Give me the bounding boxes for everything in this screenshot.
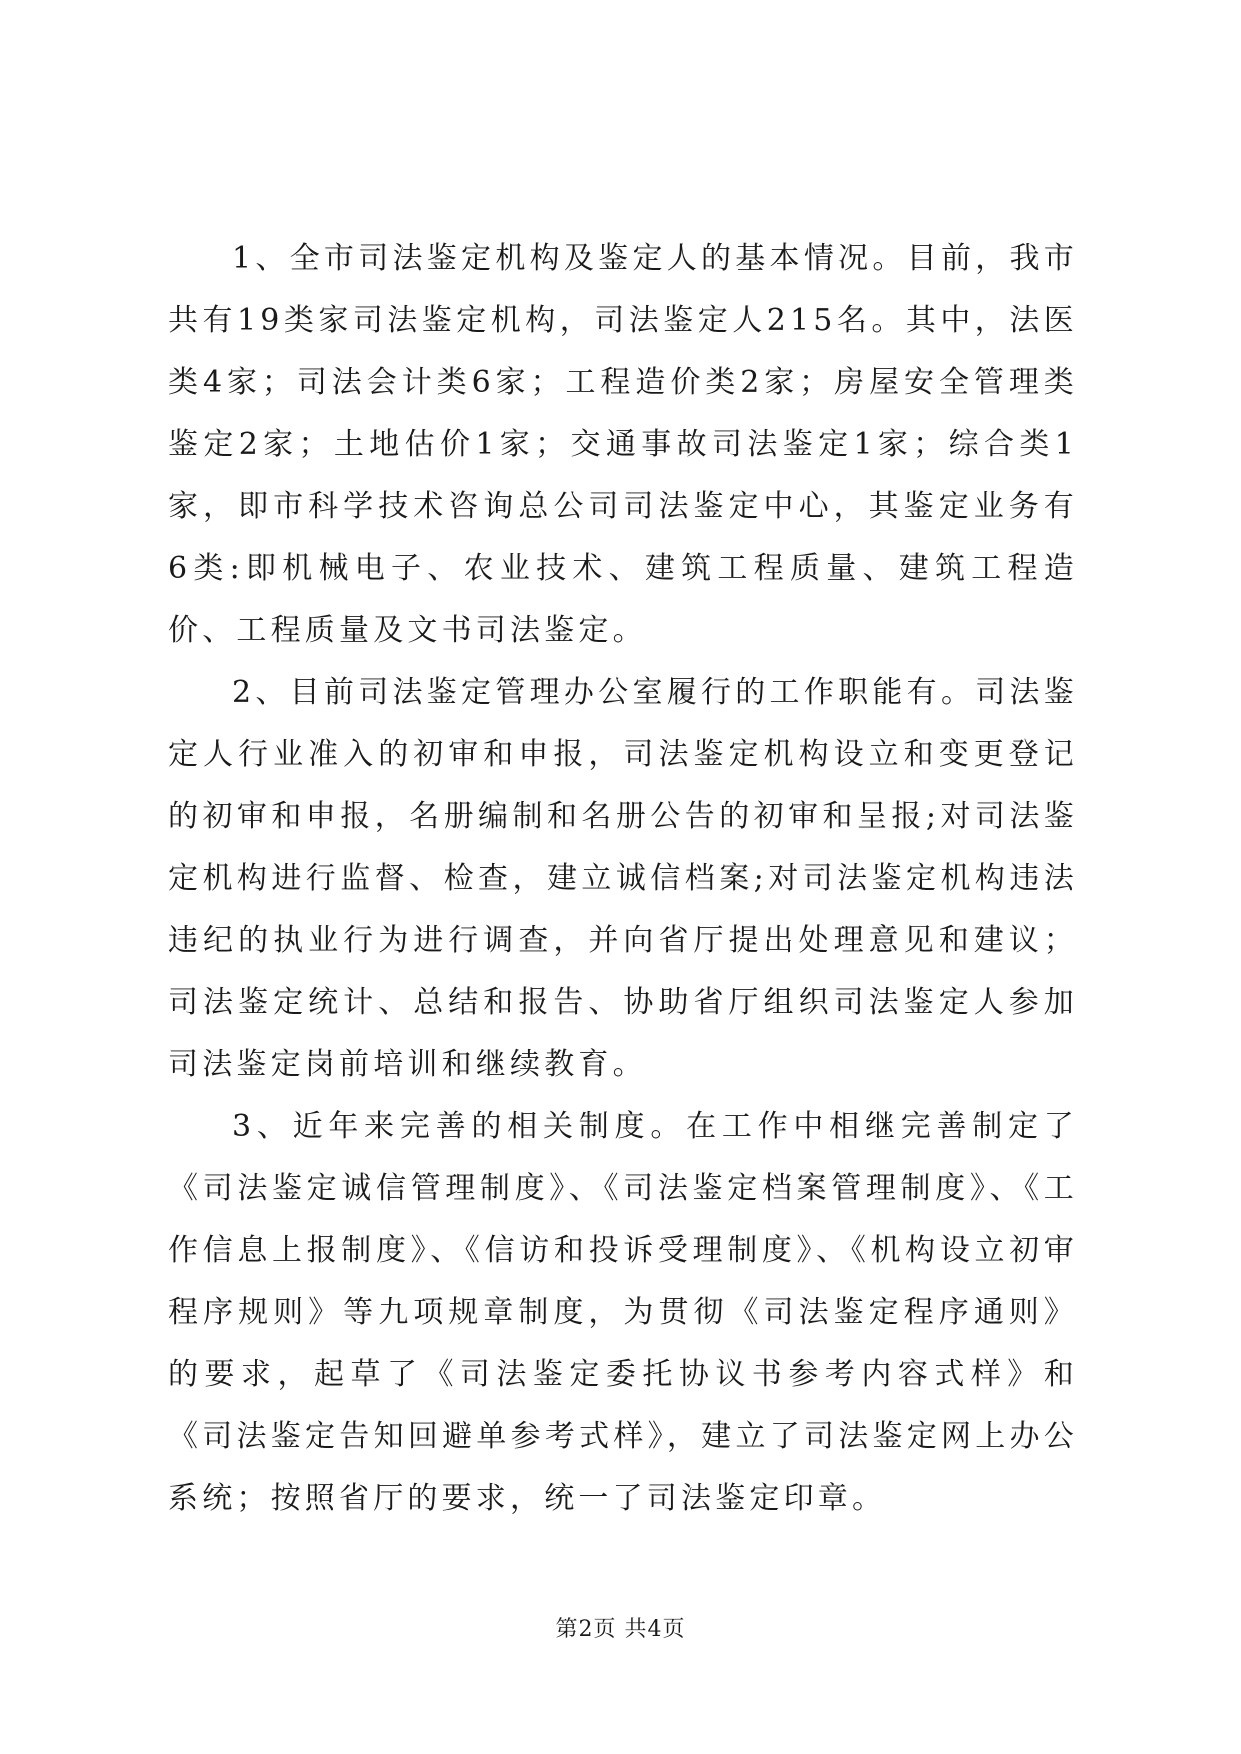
paragraph-1: 1、全市司法鉴定机构及鉴定人的基本情况。目前，我市共有19类家司法鉴定机构，司法鉴定人215名。其中，法医类4家；司法会计类6家；工程造价类2家；房屋安全管理类鉴定2家；土地估价1家；交通事故司法鉴定1家；综合类1家，即市科学技术咨询总公司司法鉴定中心，其鉴定业务有6类:即机械电子、农业技术、建筑工程质量、建筑工程造价、工程质量及文书司法鉴定。: [168, 241, 1078, 648]
paragraph-3: 3、近年来完善的相关制度。在工作中相继完善制定了《司法鉴定诚信管理制度》、《司法鉴定档案管理制度》、《工作信息上报制度》、《信访和投诉受理制度》、《机构设立初审程序规则》等九项规章制度，为贯彻《司法鉴定程序通则》的要求，起草了《司法鉴定委托协议书参考内容式样》和《司法鉴定告知回避单参考式样》，建立了司法鉴定网上办公系统；按照省厅的要求，统一了司法鉴定印章。: [168, 1109, 1078, 1516]
paragraph-2: 2、目前司法鉴定管理办公室履行的工作职能有。司法鉴定人行业准入的初审和申报，司法鉴定机构设立和变更登记的初审和申报，名册编制和名册公告的初审和呈报;对司法鉴定机构进行监督、检查，建立诚信档案;对司法鉴定机构违法违纪的执业行为进行调查，并向省厅提出处理意见和建议；司法鉴定统计、总结和报告、协助省厅组织司法鉴定人参加司法鉴定岗前培训和继续教育。: [168, 675, 1078, 1082]
page-number-footer: 第2页 共4页: [555, 1617, 686, 1642]
document-body: [168, 228, 1078, 1530]
